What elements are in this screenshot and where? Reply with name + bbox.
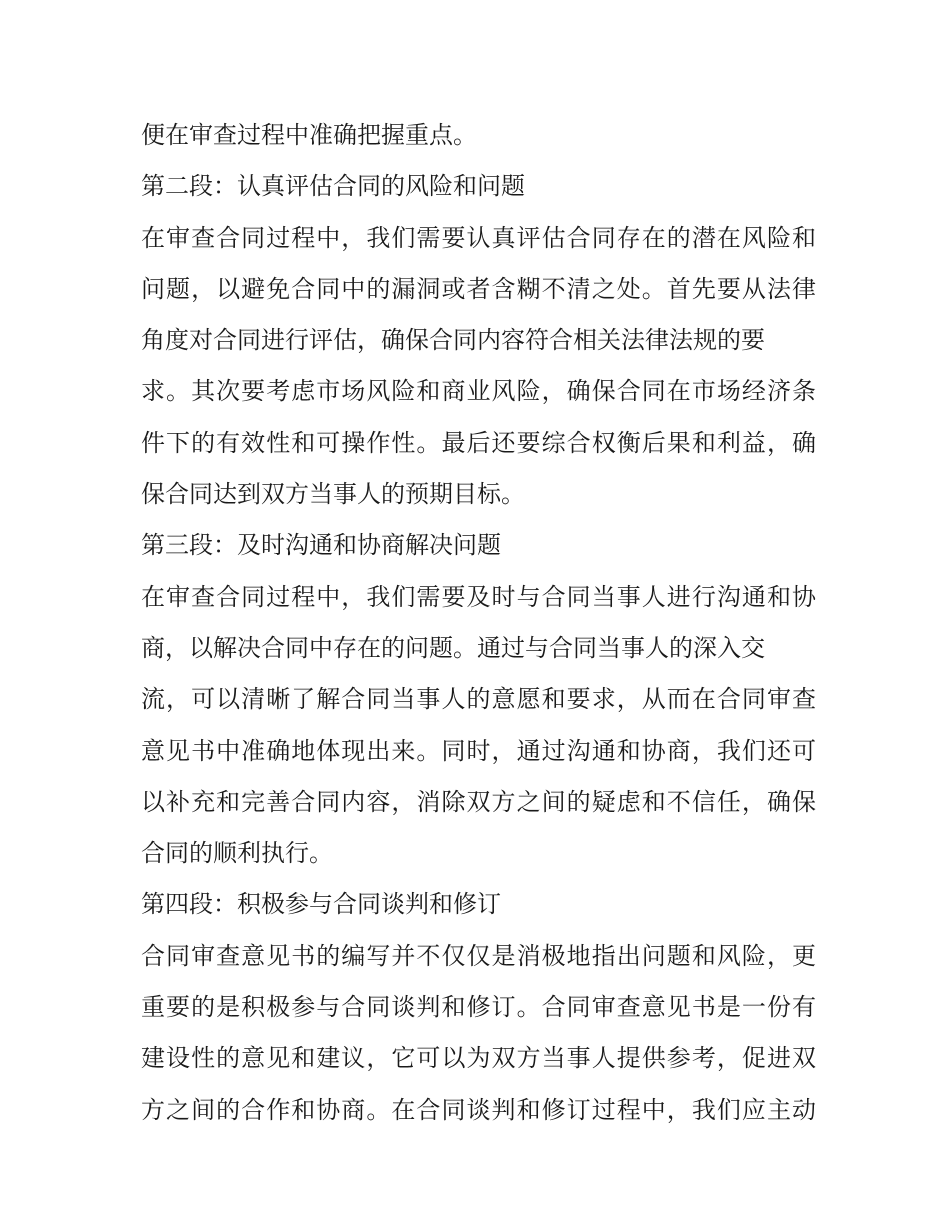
- paragraph-line: 合同的顺利执行。: [141, 839, 333, 868]
- section-heading-3: 第三段：及时沟通和协商解决问题: [141, 531, 501, 560]
- paragraph-line: 角度对合同进行评估，确保合同内容符合相关法律法规的要: [141, 326, 765, 355]
- paragraph-line: 建设性的意见和建议，它可以为双方当事人提供参考，促进双: [141, 1044, 816, 1073]
- paragraph-line: 重要的是积极参与合同谈判和修订。合同审查意见书是一份有: [141, 993, 816, 1022]
- paragraph-line: 以补充和完善合同内容，消除双方之间的疑虑和不信任，确保: [141, 787, 816, 816]
- paragraph-line: 意见书中准确地体现出来。同时，通过沟通和协商，我们还可: [141, 736, 816, 765]
- paragraph-line: 求。其次要考虑市场风险和商业风险，确保合同在市场经济条: [141, 377, 816, 406]
- section-heading-4: 第四段：积极参与合同谈判和修订: [141, 890, 501, 919]
- paragraph-line: 在审查合同过程中，我们需要认真评估合同存在的潜在风险和: [141, 223, 816, 252]
- paragraph-line: 保合同达到双方当事人的预期目标。: [141, 480, 525, 509]
- paragraph-line: 在审查合同过程中，我们需要及时与合同当事人进行沟通和协: [141, 582, 816, 611]
- paragraph-line: 件下的有效性和可操作性。最后还要综合权衡后果和利益，确: [141, 428, 816, 457]
- document-body: [141, 110, 816, 1136]
- paragraph-line: 合同审查意见书的编写并不仅仅是消极地指出问题和风险，更: [141, 941, 816, 970]
- section-heading-2: 第二段：认真评估合同的风险和问题: [141, 172, 525, 201]
- paragraph-line: 流，可以清晰了解合同当事人的意愿和要求，从而在合同审查: [141, 685, 816, 714]
- paragraph-line: 方之间的合作和协商。在合同谈判和修订过程中，我们应主动: [141, 1095, 816, 1124]
- paragraph-line: 商，以解决合同中存在的问题。通过与合同当事人的深入交: [141, 633, 765, 662]
- paragraph-continuation-line: 便在审查过程中准确把握重点。: [141, 121, 477, 149]
- paragraph-line: 问题，以避免合同中的漏洞或者含糊不清之处。首先要从法律: [141, 274, 816, 303]
